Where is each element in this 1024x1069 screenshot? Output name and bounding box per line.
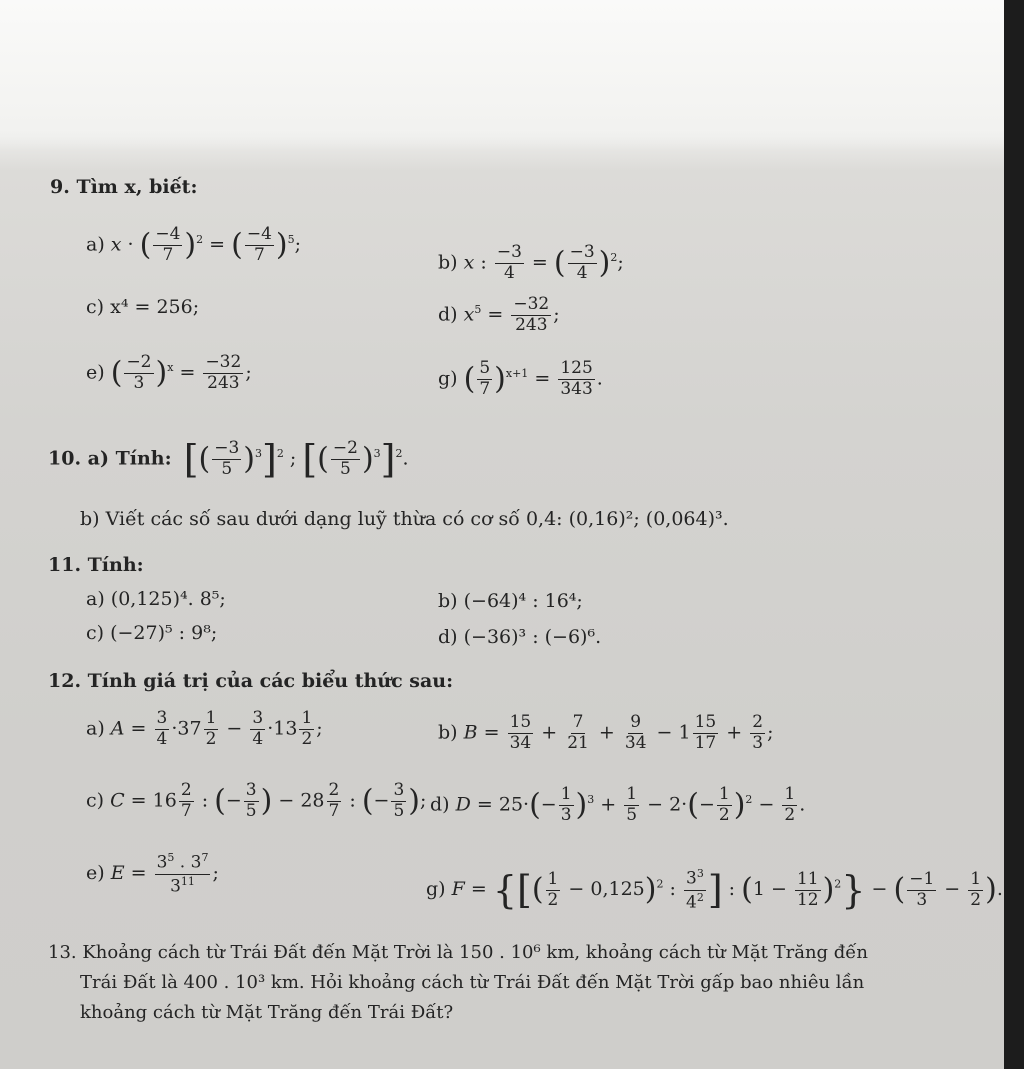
ex9-c-label: c) <box>86 296 105 318</box>
ex12-header: 12. Tính giá trị của các biểu thức sau: <box>48 670 454 692</box>
ex9-g: g) ( $\frac{5}{7}$ )$^{x+1}$ = $\frac{125}{343}$ . <box>438 358 603 399</box>
ex12-d: d) D = 25·(− $\frac{1}{3}$ )$^3$ + $\frac{1}{5}$ − 2·(− $\frac{1}{2}$ )$^2$ − $\frac{1}{2}$ . <box>430 784 806 825</box>
ex12-e: e) E = $\frac{3^5 . 3^7}{3^{11}}$ ; <box>86 851 219 897</box>
ex9-g-label: g) <box>438 367 458 390</box>
ex13-line-2: Trái Đất là 400 . 10³ km. Hỏi khoảng cách từ Trái Đất đến Mặt Trời gấp bao nhiêu lần <box>80 972 865 993</box>
ex12-a: a) A = $\frac{3}{4}$ ·37 $\frac{1}{2}$ − $\frac{3}{4}$ ·13 $\frac{1}{2}$ ; <box>86 708 323 749</box>
ex9-e: e) ( $\frac{-2}{3}$ )$^x$ = $\frac{-32}{243}$ ; <box>86 352 252 393</box>
ex9-d-label: d) <box>438 303 458 326</box>
ex12-g: g) F = {[( $\frac{1}{2}$ − 0,125)$^2$ : $\frac{3^3}{4^2}$ ] : (1 − $\frac{11}{12}$ )$^2$} − ( $\frac{-1}{3}$ − $\frac{1}{2}$ ). <box>426 867 1003 913</box>
ex12-b: b) B = $\frac{15}{34}$ + $\frac{7}{21}$ + $\frac{9}{34}$ − 1 $\frac{15}{17}$ + $\frac{2}{3}$ ; <box>438 712 774 753</box>
ex9-c <box>86 298 199 317</box>
ex13-line-3: khoảng cách từ Mặt Trăng đến Trái Đất? <box>80 1002 454 1023</box>
ex13-line-1: 13. Khoảng cách từ Trái Đất đến Mặt Trời là 150 . 10⁶ km, khoảng cách từ Mặt Trăng đến <box>48 942 868 963</box>
page-glare <box>0 0 1004 150</box>
ex9-d: d) $x^5$ = $\frac{-32}{243}$ ; <box>438 294 560 335</box>
ex10-b: b) Viết các số sau dưới dạng luỹ thừa có cơ số 0,4: (0,16)²; (0,064)³. <box>80 508 729 530</box>
ex9-header: 9. Tìm x, biết: <box>50 176 198 198</box>
ex12-c: c) C = 16 $\frac{2}{7}$ : (− $\frac{3}{5}$ ) − 28 $\frac{2}{7}$ : (− $\frac{3}{5}$ ); <box>86 780 427 821</box>
ex11-c: c) (−27)⁵ : 9⁸; <box>86 622 218 644</box>
ex10-a: 10. a) Tính: [( $\frac{-3}{5}$ )$^3$]$^2$ ; [( $\frac{-2}{5}$ )$^3$]$^2$. <box>48 437 409 482</box>
ex9-e-label: e) <box>86 361 105 384</box>
ex11-b: b) (−64)⁴ : 16⁴; <box>438 590 583 612</box>
ex9-b-label: b) <box>438 251 458 274</box>
ex11-a: a) (0,125)⁴. 8⁵; <box>86 588 226 610</box>
ex9-a-label: a) <box>86 233 105 256</box>
ex9-c-text: x⁴ = 256; <box>110 296 200 318</box>
ex10-header: 10. a) Tính: <box>48 447 172 470</box>
ex11-header: 11. Tính: <box>48 554 144 576</box>
ex11-d: d) (−36)³ : (−6)⁶. <box>438 626 602 648</box>
ex9-a: a) x · ( $\frac{-4}{7}$ )$^2$ = ( $\frac{-4}{7}$ )$^5$; <box>86 224 302 265</box>
ex9-b: b) x : $\frac{-3}{4}$ = ( $\frac{-3}{4}$ )$^2$; <box>438 242 624 283</box>
